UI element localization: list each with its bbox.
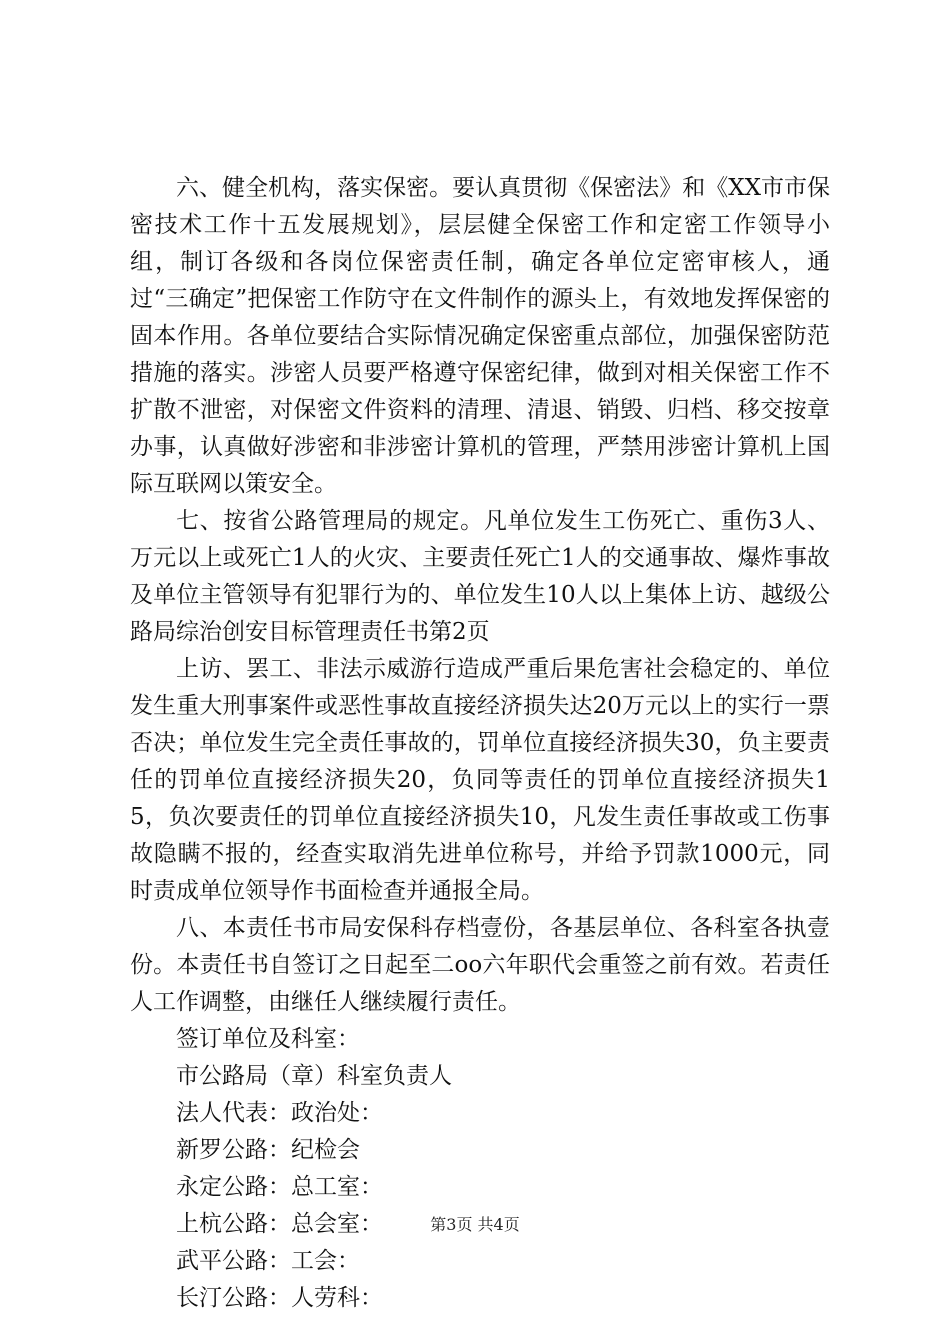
signature-line-yongding: 永定公路：总工室：: [176, 1174, 383, 1200]
signature-line-city-bureau: 市公路局（章）科室负责人: [176, 1063, 452, 1089]
signature-line-heading: 签订单位及科室：: [176, 1026, 360, 1052]
page-footer: 第3页 共4页: [430, 1215, 520, 1234]
document-body: [130, 170, 830, 1317]
signature-line-xinluo: 新罗公路：纪检会: [176, 1137, 360, 1163]
paragraph-section-6: 六、健全机构，落实保密。要认真贯彻《保密法》和《XX市市保密技术工作十五发展规划》，层层健全保密工作和定密工作领导小组，制订各级和各岗位保密责任制，确定各单位定密审核人，通过“三确定”把保密工作防守在文件制作的源头上，有效地发挥保密的固本作用。各单位要结合实际情况确定保密重点部位，加强保密防范措施的落实。涉密人员要严格遵守保密纪律，做到对相关保密工作不扩散不泄密，对保密文件资料的清理、清退、销毁、归档、移交按章办事，认真做好涉密和非涉密计算机的管理，严禁用涉密计算机上国际互联网以策安全。: [130, 175, 830, 497]
signature-line-legal-rep: 法人代表：政治处：: [176, 1100, 383, 1126]
signature-line-changting: 长汀公路：人劳科：: [176, 1285, 383, 1311]
signature-block: [130, 1021, 830, 1317]
signature-line-wuping: 武平公路：工会：: [176, 1248, 360, 1274]
paragraph-section-8: 八、本责任书市局安保科存档壹份，各基层单位、各科室各执壹份。本责任书自签订之日起至二oo六年职代会重签之前有效。若责任人工作调整，由继任人继续履行责任。: [130, 915, 830, 1015]
signature-line-shanghang: 上杭公路：总会室：: [176, 1211, 383, 1237]
paragraph-section-7-continued: 上访、罢工、非法示威游行造成严重后果危害社会稳定的、单位发生重大刑事案件或恶性事故直接经济损失达20万元以上的实行一票否决；单位发生完全责任事故的，罚单位直接经济损失30，负主要责任的罚单位直接经济损失20，负同等责任的罚单位直接经济损失15，负次要责任的罚单位直接经济损失10，凡发生责任事故或工伤事故隐瞒不报的，经查实取消先进单位称号，并给予罚款1000元，同时责成单位领导作书面检查并通报全局。: [130, 656, 830, 904]
paragraph-section-7: 七、按省公路管理局的规定。凡单位发生工伤死亡、重伤3人、万元以上或死亡1人的火灾、主要责任死亡1人的交通事故、爆炸事故及单位主管领导有犯罪行为的、单位发生10人以上集体上访、越级公路局综治创安目标管理责任书第2页: [130, 508, 830, 645]
